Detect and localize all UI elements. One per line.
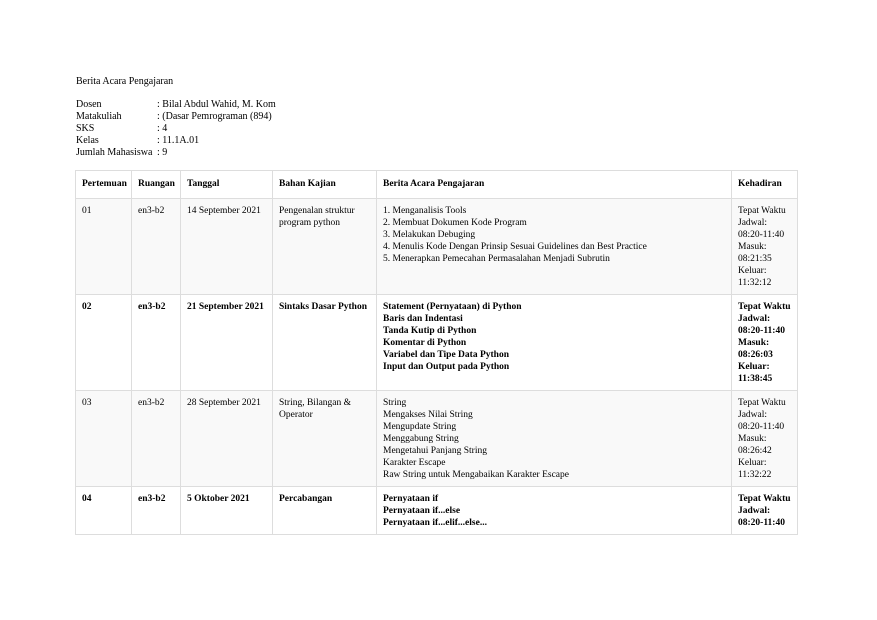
berita-line: Karakter Escape	[383, 458, 446, 468]
kehadiran-line: 08:26:03	[738, 350, 773, 360]
cell-ruangan: en3-b2	[132, 295, 181, 391]
info-label: SKS	[76, 123, 95, 134]
cell-berita-acara	[377, 199, 732, 295]
header-bahan-kajian: Bahan Kajian	[273, 171, 377, 199]
cell-pertemuan: 02	[76, 295, 132, 391]
cell-tanggal: 5 Oktober 2021	[181, 487, 273, 535]
info-label: Matakuliah	[76, 111, 122, 122]
info-row-kelas	[76, 135, 276, 147]
cell-berita-acara	[377, 487, 732, 535]
info-label: Jumlah Mahasiswa	[76, 147, 153, 158]
kehadiran-line: Tepat Waktu	[738, 494, 791, 504]
cell-tanggal: 14 September 2021	[181, 199, 273, 295]
cell-ruangan: en3-b2	[132, 391, 181, 487]
cell-pertemuan: 04	[76, 487, 132, 535]
berita-line: Mengakses Nilai String	[383, 410, 473, 420]
kehadiran-line: Tepat Waktu	[738, 206, 786, 216]
berita-line: Pernyataan if...elif...else...	[383, 518, 487, 528]
berita-line: String	[383, 398, 407, 408]
berita-line: 5. Menerapkan Pemecahan Permasalahan Menjadi Subrutin	[383, 254, 610, 264]
header-berita-acara: Berita Acara Pengajaran	[377, 171, 732, 199]
info-value: : 11.1A.01	[157, 135, 200, 146]
kehadiran-line: 08:20-11:40	[738, 518, 785, 528]
kehadiran-line: Jadwal:	[738, 410, 768, 420]
info-row-sks	[76, 123, 276, 135]
cell-kehadiran	[732, 295, 798, 391]
kehadiran-line: Masuk:	[738, 338, 770, 348]
kehadiran-line: Masuk:	[738, 242, 767, 252]
berita-line: Raw String untuk Mengabaikan Karakter Escape	[383, 470, 569, 480]
table-row	[76, 487, 798, 535]
bahan-text: Percabangan	[279, 494, 333, 504]
cell-berita-acara	[377, 391, 732, 487]
bahan-text: Sintaks Dasar Python	[279, 302, 367, 312]
cell-tanggal: 21 September 2021	[181, 295, 273, 391]
header-ruangan: Ruangan	[132, 171, 181, 199]
info-row-dosen	[76, 99, 276, 111]
berita-line: 1. Menganalisis Tools	[383, 206, 467, 216]
kehadiran-line: 08:21:35	[738, 254, 772, 264]
kehadiran-line: 08:20-11:40	[738, 422, 785, 432]
kehadiran-line: 08:26:42	[738, 446, 772, 456]
kehadiran-line: Tepat Waktu	[738, 398, 786, 408]
table-row	[76, 295, 798, 391]
kehadiran-line: 08:20-11:40	[738, 230, 785, 240]
table-row	[76, 391, 798, 487]
berita-line: 3. Melakukan Debuging	[383, 230, 476, 240]
berita-line: Menggabung String	[383, 434, 459, 444]
cell-bahan-kajian	[273, 295, 377, 391]
berita-line: Tanda Kutip di Python	[383, 326, 477, 336]
cell-ruangan: en3-b2	[132, 487, 181, 535]
kehadiran-line: Keluar:	[738, 458, 767, 468]
berita-line: Input dan Output pada Python	[383, 362, 510, 372]
header-tanggal: Tanggal	[181, 171, 273, 199]
kehadiran-line: 11:32:22	[738, 470, 772, 480]
info-label: Dosen	[76, 99, 102, 110]
berita-line: Baris dan Indentasi	[383, 314, 463, 324]
kehadiran-line: Keluar:	[738, 362, 770, 372]
kehadiran-line: Tepat Waktu	[738, 302, 791, 312]
info-row-matakuliah	[76, 111, 276, 123]
berita-line: Pernyataan if...else	[383, 506, 461, 516]
kehadiran-line: 08:20-11:40	[738, 326, 785, 336]
berita-line: Statement (Pernyataan) di Python	[383, 302, 522, 312]
header-kehadiran: Kehadiran	[732, 171, 798, 199]
kehadiran-line: Jadwal:	[738, 506, 771, 516]
info-value: : 9	[157, 147, 168, 158]
kehadiran-line: Keluar:	[738, 266, 767, 276]
teaching-record-table	[75, 170, 798, 535]
berita-line: Pernyataan if	[383, 494, 439, 504]
berita-line: 2. Membuat Dokumen Kode Program	[383, 218, 527, 228]
bahan-text: String, Bilangan & Operator	[279, 398, 352, 420]
info-block	[76, 99, 276, 159]
cell-kehadiran	[732, 391, 798, 487]
cell-pertemuan: 01	[76, 199, 132, 295]
table-row	[76, 199, 798, 295]
kehadiran-line: 11:38:45	[738, 374, 773, 384]
kehadiran-line: Jadwal:	[738, 314, 771, 324]
kehadiran-line: Masuk:	[738, 434, 767, 444]
cell-ruangan: en3-b2	[132, 199, 181, 295]
berita-line: Komentar di Python	[383, 338, 467, 348]
cell-bahan-kajian	[273, 199, 377, 295]
document-title: Berita Acara Pengajaran	[76, 76, 174, 87]
info-value: : (Dasar Pemrograman (894)	[157, 111, 272, 122]
cell-tanggal: 28 September 2021	[181, 391, 273, 487]
cell-kehadiran	[732, 199, 798, 295]
info-value: : 4	[157, 123, 168, 134]
berita-line: Variabel dan Tipe Data Python	[383, 350, 509, 360]
kehadiran-line: Jadwal:	[738, 218, 768, 228]
cell-kehadiran	[732, 487, 798, 535]
cell-bahan-kajian	[273, 487, 377, 535]
bahan-text: Pengenalan struktur program python	[279, 206, 355, 228]
berita-line: Mengupdate String	[383, 422, 457, 432]
info-row-jumlah-mahasiswa	[76, 147, 276, 159]
berita-line: 4. Menulis Kode Dengan Prinsip Sesuai Guidelines dan Best Practice	[383, 242, 647, 252]
berita-line: Mengetahui Panjang String	[383, 446, 487, 456]
cell-berita-acara	[377, 295, 732, 391]
kehadiran-line: 11:32:12	[738, 278, 772, 288]
info-label: Kelas	[76, 135, 99, 146]
header-pertemuan: Pertemuan	[76, 171, 132, 199]
info-value: : Bilal Abdul Wahid, M. Kom	[157, 99, 276, 110]
cell-pertemuan: 03	[76, 391, 132, 487]
cell-bahan-kajian	[273, 391, 377, 487]
table-header-row	[76, 171, 798, 199]
